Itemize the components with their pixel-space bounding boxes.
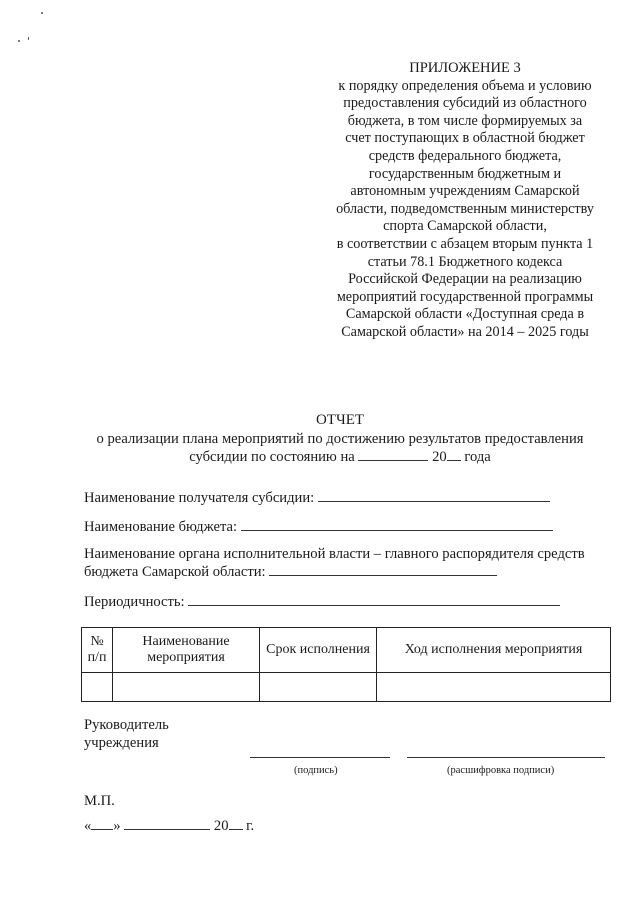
budget-field	[84, 518, 553, 536]
report-date-blank[interactable]	[358, 448, 428, 461]
head-label: Руководитель учреждения	[84, 717, 169, 751]
appendix-line: спорта Самарской области,	[383, 218, 547, 235]
date-day-blank[interactable]	[91, 817, 113, 830]
appendix-line: автономным учреждениям Самарской	[350, 183, 580, 200]
appendix-line: Российской Федерации на реализацию	[348, 271, 582, 288]
report-subtitle-line1: о реализации плана мероприятий по достижению результатов предоставления	[96, 431, 584, 447]
appendix-title: ПРИЛОЖЕНИЕ 3	[409, 60, 521, 76]
authority-label-line1: Наименование органа исполнительной власти – главного распорядителя средств	[84, 546, 585, 562]
appendix-line: области, подведомственным министерству	[336, 200, 594, 217]
scan-speck	[28, 37, 29, 40]
appendix-line: бюджета, в том числе формируемых за	[347, 112, 583, 129]
recipient-label: Наименование получателя субсидии:	[84, 490, 315, 506]
report-subtitle	[70, 430, 610, 466]
signature-decode-line[interactable]	[407, 756, 605, 758]
authority-label-line2: бюджета Самарской области:	[84, 564, 266, 580]
recipient-blank[interactable]	[318, 489, 550, 502]
appendix-line: Самарской области «Доступная среда в	[345, 306, 585, 323]
periodicity-label: Периодичность:	[84, 594, 185, 610]
header-progress: Ход исполнения мероприятия	[377, 628, 611, 673]
budget-blank[interactable]	[241, 518, 553, 531]
periodicity-blank[interactable]	[188, 593, 560, 606]
header-activity: Наименование мероприятия	[113, 628, 260, 673]
report-title: ОТЧЕТ	[315, 412, 365, 428]
table-cell[interactable]	[113, 673, 260, 702]
stamp-label: М.П.	[84, 793, 115, 809]
scan-speck	[18, 40, 20, 42]
appendix-line: Самарской области» на 2014 – 2025 годы	[341, 323, 589, 340]
date-field: « » 20 г.	[84, 818, 255, 834]
appendix-line: к порядку определения объема и условию	[338, 77, 592, 94]
signature-line[interactable]	[250, 756, 390, 758]
signature-decode-caption: (расшифровка подписи)	[447, 765, 555, 776]
recipient-field	[84, 489, 550, 507]
report-subtitle-line2: субсидии по состоянию на 20 года	[189, 449, 491, 465]
report-year-blank[interactable]	[447, 448, 461, 461]
appendix-line: статьи 78.1 Бюджетного кодекса	[367, 253, 563, 270]
table-row	[82, 673, 611, 702]
appendix-block	[315, 60, 615, 342]
plan-table	[81, 627, 611, 702]
budget-label: Наименование бюджета:	[84, 519, 238, 535]
date-year-blank[interactable]	[229, 817, 243, 830]
scan-speck	[41, 12, 43, 14]
appendix-line: средств федерального бюджета,	[368, 147, 562, 164]
appendix-line: счет поступающих в областной бюджет	[345, 130, 585, 147]
appendix-line: мероприятий государственной программы	[336, 288, 594, 305]
table-cell[interactable]	[377, 673, 611, 702]
appendix-line: в соответствии с абзацем вторым пункта 1	[336, 235, 594, 252]
date-month-blank[interactable]	[124, 817, 210, 830]
periodicity-field	[84, 593, 560, 611]
header-deadline: Срок исполнения	[260, 628, 377, 673]
appendix-line: предоставления субсидий из областного	[343, 95, 587, 112]
table-header-row	[82, 628, 611, 673]
table-cell[interactable]	[260, 673, 377, 702]
signature-caption: (подпись)	[294, 765, 338, 776]
appendix-line: государственным бюджетным и	[368, 165, 562, 182]
authority-blank[interactable]	[269, 563, 497, 576]
table-cell[interactable]	[82, 673, 113, 702]
authority-field	[84, 546, 585, 581]
header-number: № п/п	[82, 628, 113, 673]
